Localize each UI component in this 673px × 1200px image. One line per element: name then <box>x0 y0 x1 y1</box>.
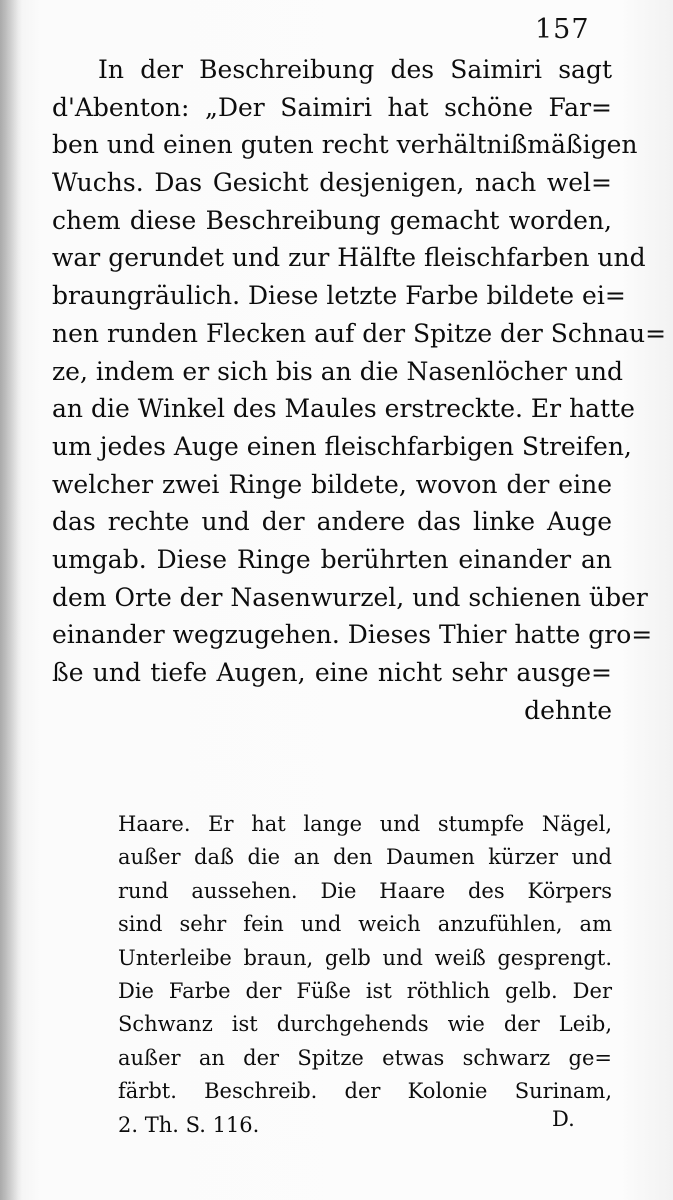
footnote-block <box>118 808 612 1142</box>
text-line: In der Beschreibung des Saimiri sagt <box>98 55 612 84</box>
text-line: d'Abenton: „Der Saimiri hat schöne Far= <box>52 92 612 122</box>
catchword: dehnte <box>524 695 612 725</box>
footnote-line: Die Farbe der Füße ist röthlich gelb. Der <box>118 978 612 1003</box>
text-line: ße und tiefe Augen, eine nicht sehr ausge= <box>52 658 612 687</box>
text-line: einander wegzugehen. Dieses Thier hatte gro= <box>52 620 653 650</box>
text-line: ze, indem er sich bis an die Nasenlöcher und <box>52 356 623 386</box>
footnote-signature: D. <box>552 1107 575 1131</box>
gutter-shadow <box>0 0 22 1200</box>
footnote-line: sind sehr fein und weich anzufühlen, am <box>118 912 612 937</box>
text-line: umgab. Diese Ringe berührten einander an <box>52 544 612 574</box>
text-line: welcher zwei Ringe bildete, wovon der eine <box>52 469 612 499</box>
footnote-line: außer an der Spitze etwas schwarz ge= <box>118 1045 612 1070</box>
text-line: braungräulich. Diese letzte Farbe bildete ei= <box>52 281 626 311</box>
text-line: war gerundet und zur Hälfte fleischfarben und <box>52 243 646 273</box>
text-line: nen runden Flecken auf der Spitze der Schnau= <box>52 318 667 348</box>
footnote-line: färbt. Beschreib. der Kolonie Surinam, <box>118 1079 612 1104</box>
text-line: chem diese Beschreibung gemacht worden, <box>52 205 612 235</box>
footnote-line: Haare. Er hat lange und stumpfe Nägel, <box>118 812 612 836</box>
footnote-line: Unterleibe braun, gelb und weiß gesprengt. <box>118 945 612 970</box>
footnote-line: außer daß die an den Daumen kürzer und <box>118 845 612 870</box>
text-line: ben und einen guten recht verhältnißmäßigen <box>52 130 638 160</box>
text-line: dem Orte der Nasenwurzel, und schienen über <box>52 582 648 612</box>
main-text-block <box>52 51 667 729</box>
text-line: an die Winkel des Maules erstreckte. Er hatte <box>52 394 635 424</box>
footnote-line: rund aussehen. Die Haare des Körpers <box>118 878 612 903</box>
text-line: Wuchs. Das Gesicht desjenigen, nach wel= <box>52 168 612 198</box>
text-line: um jedes Auge einen fleischfarbigen Streifen, <box>52 431 632 461</box>
footnote-line: 2. Th. S. 116. <box>118 1112 260 1137</box>
footnote-line: Schwanz ist durchgehends wie der Leib, <box>118 1012 612 1037</box>
text-line: das rechte und der andere das linke Auge <box>52 507 612 537</box>
page-number: 157 <box>535 14 590 45</box>
